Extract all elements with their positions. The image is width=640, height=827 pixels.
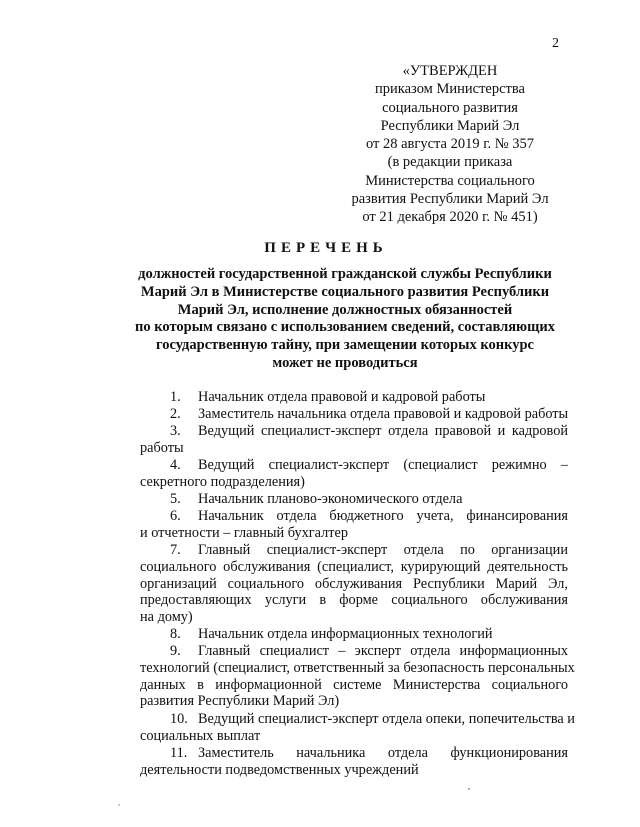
item-line: социального обслуживания (специалист, курирующий деятельность (140, 558, 568, 575)
item-line: и отчетности – главный бухгалтер (140, 524, 349, 541)
list-item (140, 626, 568, 643)
scan-speck (468, 788, 470, 790)
item-number: 9. (170, 643, 181, 659)
item-line: 10. Ведущий специалист-эксперт отдела опеки, попечительства и (170, 711, 575, 727)
approval-line: (в редакции приказа (387, 154, 513, 171)
item-line: деятельности подведомственных учреждений (140, 761, 419, 778)
document-title: ПЕРЕЧЕНЬ (264, 240, 388, 256)
approval-line: от 21 декабря 2020 г. № 451) (362, 209, 538, 226)
list-item (140, 508, 568, 542)
approval-line: Республики Марий Эл (380, 117, 520, 134)
item-line: на дому) (140, 609, 193, 626)
approval-line: развития Республики Марий Эл (351, 191, 549, 208)
approval-line: социального развития (382, 99, 518, 116)
approval-line: от 28 августа 2019 г. № 357 (365, 136, 535, 153)
item-line: работы (140, 439, 184, 456)
item-line: технологий (специалист, ответственный за безопасность персональных (140, 659, 575, 676)
item-line: 7. Главный специалист-эксперт отдела по организации (170, 542, 568, 558)
item-line: 5. Начальник планово-экономического отдела (170, 491, 463, 507)
item-line: 11. Заместитель начальника отдела функционирования (170, 745, 568, 761)
item-number: 7. (170, 542, 181, 558)
item-line: развития Республики Марий Эл) (140, 693, 340, 710)
item-number: 4. (170, 457, 181, 473)
subtitle-line: может не проводиться (272, 354, 418, 371)
list-item (140, 711, 575, 745)
approval-line: «УТВЕРЖДЕН (402, 63, 498, 79)
list-item (140, 457, 568, 491)
approval-line: приказом Министерства (375, 81, 525, 98)
subtitle-line: должностей государственной гражданской службы Республики (138, 266, 552, 282)
item-number: 11. (170, 745, 188, 761)
item-number: 3. (170, 423, 181, 439)
subtitle-line: Марий Эл в Министерстве социального развития Республики (140, 283, 550, 300)
item-number: 5. (170, 491, 181, 507)
item-line: 9. Главный специалист – эксперт отдела информационных (170, 643, 568, 659)
item-line: социальных выплат (140, 727, 261, 744)
document-subtitle (130, 266, 560, 373)
item-number: 10. (170, 711, 188, 727)
list-item (140, 643, 575, 710)
item-line: 2. Заместитель начальника отдела правовой и кадровой работы (170, 406, 569, 422)
item-line: 1. Начальник отдела правовой и кадровой работы (170, 389, 486, 405)
subtitle-line: по которым связано с использованием сведений, составляющих (135, 319, 555, 336)
item-line: секретного подразделения) (140, 473, 305, 490)
subtitle-line: государственную тайну, при замещении которых конкурс (156, 337, 534, 354)
subtitle-line: Марий Эл, исполнение должностных обязанностей (177, 301, 513, 318)
list-item (140, 406, 568, 423)
item-number: 6. (170, 508, 181, 524)
item-line: 6. Начальник отдела бюджетного учета, финансирования (170, 508, 568, 524)
item-line: предоставляющих услуги в форме социального обслуживания (140, 592, 568, 609)
item-line: данных в информационной системе Министерства социального (140, 676, 568, 693)
list-item (140, 423, 568, 457)
item-line: 4. Ведущий специалист-эксперт (специалист режимно – (170, 457, 568, 473)
page-number: 2 (552, 36, 559, 51)
list-item (140, 745, 568, 779)
list-item (140, 491, 568, 508)
list-item (140, 389, 568, 406)
approval-line: Министерства социального (365, 172, 535, 189)
item-line: 3. Ведущий специалист-эксперт отдела правовой и кадровой (170, 423, 568, 439)
list-item (140, 542, 568, 626)
item-line: организаций социального обслуживания Республики Марий Эл, (140, 575, 568, 592)
scan-speck (118, 804, 120, 806)
item-number: 2. (170, 406, 181, 422)
approval-stamp (330, 62, 570, 227)
item-number: 1. (170, 389, 181, 405)
item-number: 8. (170, 626, 181, 642)
item-line: 8. Начальник отдела информационных технологий (170, 626, 493, 642)
